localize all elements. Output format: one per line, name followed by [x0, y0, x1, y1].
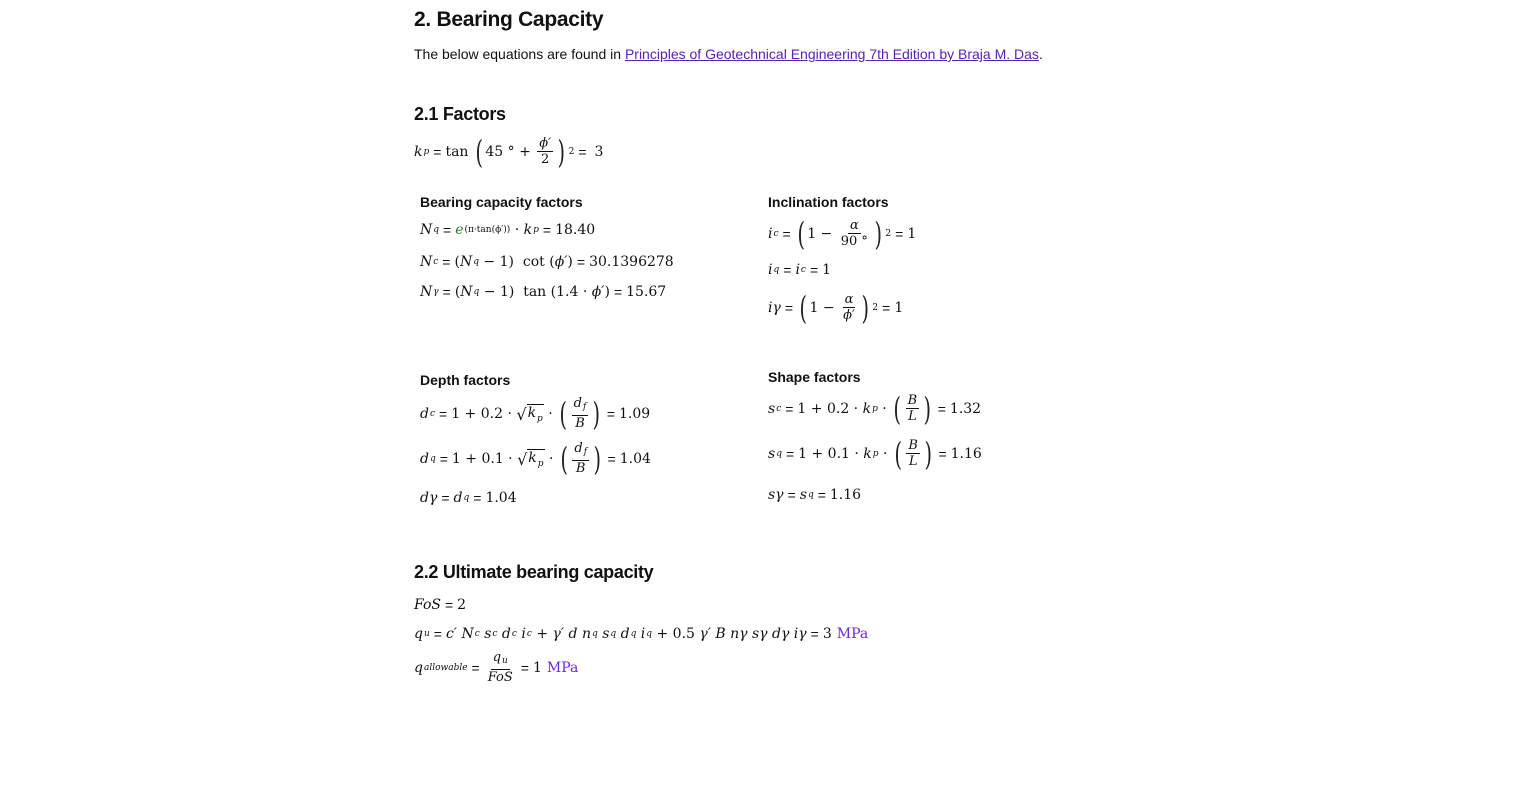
- equation-dgamma: dγ = d q = 1.04: [420, 490, 517, 506]
- depth-factors-heading: Depth factors: [420, 372, 511, 388]
- equation-FoS: FoS = 2: [414, 597, 467, 613]
- equation-dc: d c = 1 + 0.2 · √ $k_p$ · ( $\frac{d_f}{B}$ ) = 1.09: [420, 395, 651, 433]
- intro-paragraph: [414, 46, 1043, 62]
- sc-result: 1.32: [949, 401, 982, 417]
- equation-qallow: q allowable = $\frac{q_u}{\text{FoS}}$ = 1 MPa: [414, 650, 579, 685]
- equation-qu: q u = c′ N c s c d c i c + γ′ d n q s q d q i q + 0.5 γ′ B nγ sγ dγ iγ = 3 MPa: [414, 626, 869, 642]
- section-factors-heading: 2.1 Factors: [414, 104, 506, 124]
- section-ultimate-heading: 2.2 Ultimate bearing capacity: [414, 562, 654, 582]
- page-title: 2. Bearing Capacity: [414, 8, 604, 31]
- shape-factors-heading: Shape factors: [768, 369, 861, 385]
- equation-sq: s q = 1 + 0.1 · k p · ( $\frac{B}{L}$ ) = 1.16: [768, 435, 982, 473]
- equation-ic: i c = ( 1 − $\frac{\alpha}{90 ^\circ}$ ) 2 = 1: [768, 215, 917, 253]
- igamma-result: 1: [894, 300, 904, 316]
- inclination-factors-heading: Inclination factors: [768, 194, 889, 210]
- qu-result: 3: [822, 626, 832, 642]
- intro-end: .: [1038, 46, 1043, 62]
- equation-iq: i q = i c = 1: [768, 262, 832, 278]
- equation-Nq: N q = e (π·tan(ϕ′)) · k p = 18.40: [420, 222, 596, 238]
- ic-result: 1: [907, 226, 917, 242]
- equation-Ngamma: N γ = ( N q − 1) tan (1.4 · ϕ′ ) = 15.67: [420, 284, 667, 300]
- sq-result: 1.16: [950, 446, 982, 462]
- equation-igamma: iγ = ( 1 − $\frac{\alpha}{\phi'}$ ) 2 = 1: [768, 289, 904, 327]
- qallow-unit: MPa: [546, 660, 579, 676]
- FoS-value: 2: [457, 597, 467, 613]
- Nq-result: 18.40: [555, 222, 596, 238]
- dq-result: 1.04: [619, 451, 651, 467]
- qu-unit: MPa: [836, 626, 869, 642]
- intro-text: The below equations are found in: [414, 46, 625, 62]
- reference-link[interactable]: Principles of Geotechnical Engineering 7th Edition by Braja M. Das: [624, 46, 1039, 62]
- kp-result: 3: [594, 144, 604, 160]
- iq-result: 1: [822, 262, 832, 278]
- equation-sc: s c = 1 + 0.2 · k p · ( $\frac{B}{L}$ ) = 1.32: [768, 390, 982, 428]
- equation-dq: d q = 1 + 0.1 · √ $k_p$ · ( $\frac{d_f}{B}$ ) = 1.04: [420, 440, 651, 478]
- dgamma-result: 1.04: [485, 490, 517, 506]
- dc-result: 1.09: [619, 406, 651, 422]
- Nc-result: 30.1396278: [589, 254, 674, 270]
- qallow-result: 1: [532, 660, 542, 676]
- equation-sgamma: sγ = s q = 1.16: [768, 487, 862, 503]
- bearing-factors-heading: Bearing capacity factors: [420, 194, 583, 210]
- equation-Nc: N c = ( N q − 1) cot ( ϕ′ ) = 30.1396278: [420, 254, 674, 270]
- Ngamma-result: 15.67: [626, 284, 667, 300]
- equation-kp: k p = tan ( 45 ° + $\frac{\phi'}{2}$ ) 2 = 3: [414, 133, 604, 171]
- sgamma-result: 1.16: [829, 487, 862, 503]
